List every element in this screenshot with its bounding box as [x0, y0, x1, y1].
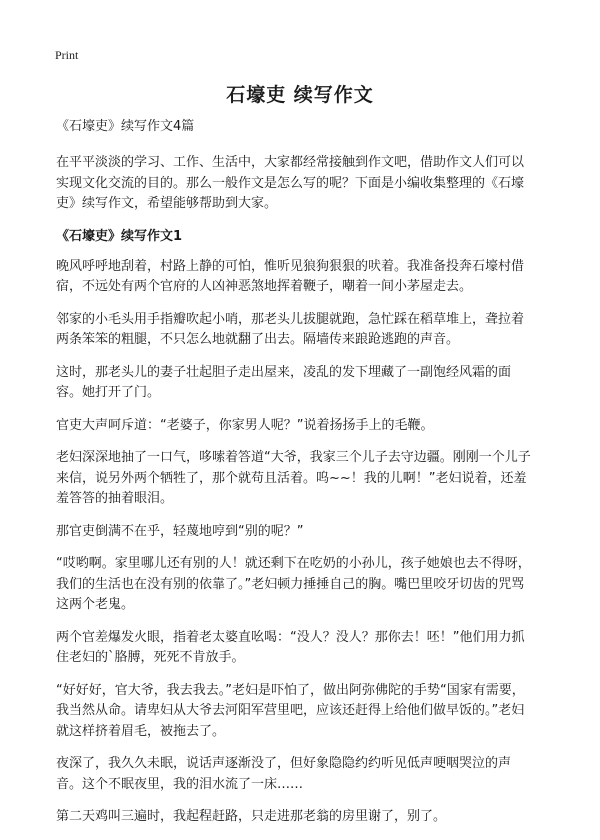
- paragraph: 老妇深深地抽了一口气，哆嗦着答道“大爷，我家三个儿子去守边疆。刚刚一个儿子来信，说另外两个牺牲了，那个就苟且活着。呜~~！我的儿啊！”老妇说着，还羞羞答答的抽着眼泪。: [56, 450, 531, 506]
- paragraph: 第二天鸡叫三遍时，我起程赶路，只走进那老翁的房里谢了，别了。: [56, 809, 447, 824]
- paragraph: 两个官差爆发火眼，指着老太婆直吆喝：“没人？没人？那你去！呸！”他们用力抓住老妇的`胳膊，死死不肯放手。: [56, 629, 525, 665]
- paragraph: 这时，那老头儿的妻子壮起胆子走出屋来，凌乱的发下埋藏了一副饱经风霜的面容。她打开了门。: [56, 364, 512, 400]
- page-title: 石壕吏 续写作文: [226, 84, 374, 106]
- paragraph: “哎哟啊。家里哪儿还有别的人！就还剩下在吃奶的小孙儿，孩子她娘也去不得呀，我们的生活也在没有别的依靠了。”老妇顿力捶捶自己的胸。嘴巴里咬牙切齿的咒骂这两个老鬼。: [56, 556, 531, 612]
- article-body: [56, 117, 534, 840]
- article-subtitle: 《石壕吏》续写作文4篇: [56, 119, 195, 134]
- paragraph: “好好好，官大爷，我去我去。”老妇是吓怕了，做出阿弥佛陀的手势“国家有需要，我当然从命。请卑妇从大爷去河阳军营里吧，应该还赶得上给他们做早饭的。”老妇就这样挤着眉毛，被拖去了。: [56, 682, 525, 739]
- paragraph: 邻家的小毛头用手指瓣吹起小哨，那老头儿拔腿就跑，急忙踩在稻草堆上，聋拉着两条笨笨的粗腿，不只怎么地就翻了出去。隔墙传来踉跄逃跑的声音。: [56, 311, 525, 347]
- paragraph: 夜深了，我久久未眠，说话声逐渐没了，但好象隐隐约约听见低声哽咽哭泣的声音。这个不眠夜里，我的泪水流了一床……: [56, 756, 512, 792]
- paragraph: 那官吏倒满不在乎，轻蔑地哼到“别的呢？”: [56, 523, 304, 539]
- paragraph: 晚风呼呼地刮着，村路上静的可怕，惟听见狼狗狠狠的吠着。我准备投奔石壕村借宿，不远处有两个官府的人凶神恶煞地挥着鞭子，嘲着一间小茅屋走去。: [56, 258, 525, 294]
- intro-paragraph: 在平平淡淡的学习、工作、生活中，大家都经常接触到作文吧，借助作文人们可以实现文化交流的目的。那么一般作文是怎么写的呢？下面是小编收集整理的《石壕吏》续写作文，希望能够帮助到大家。: [56, 155, 525, 211]
- section-heading: 《石壕吏》续写作文1: [56, 228, 183, 244]
- print-link[interactable]: Print: [55, 48, 79, 62]
- paragraph: 官吏大声呵斥道：“老婆子，你家男人呢？”说着扬扬手上的毛鞭。: [56, 417, 434, 433]
